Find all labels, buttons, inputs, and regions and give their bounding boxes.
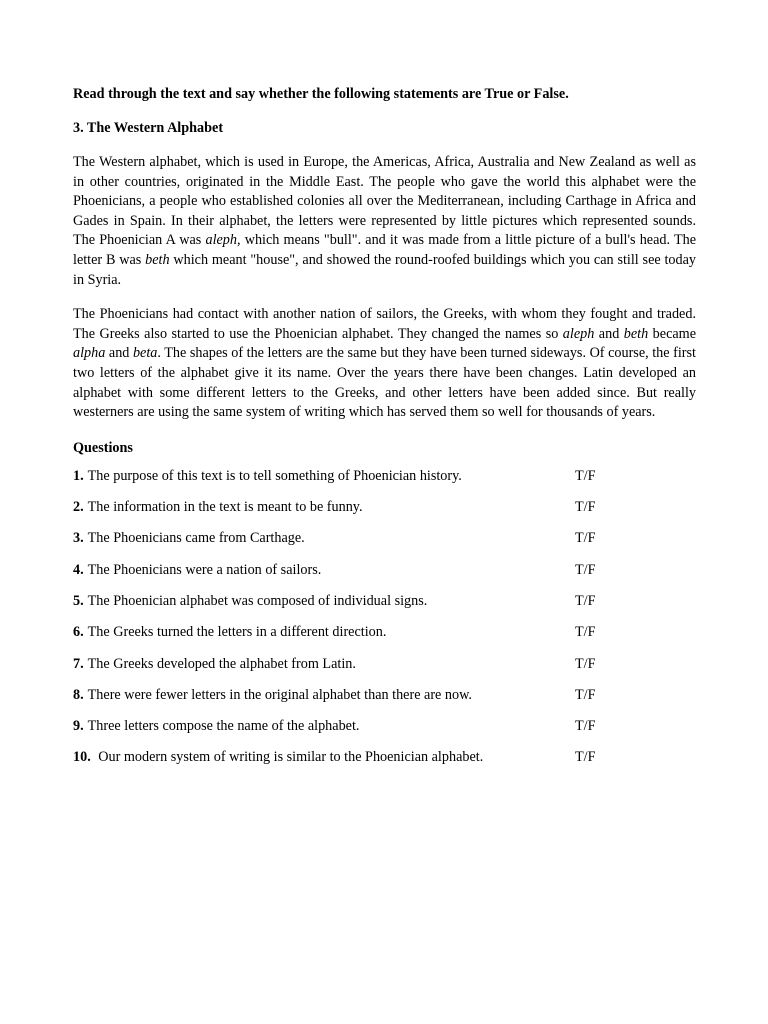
- paragraph-2-italic-beth: beth: [623, 325, 649, 342]
- question-text: The Greeks developed the alphabet from Latin.: [87, 655, 356, 672]
- question-text: The purpose of this text is to tell something of Phoenician history.: [87, 467, 462, 484]
- question-item: [73, 497, 696, 528]
- paragraph-2-italic-aleph: aleph: [562, 325, 595, 342]
- true-false-marker: T/F: [575, 561, 596, 578]
- question-number: 8.: [73, 686, 84, 703]
- question-item: [73, 716, 696, 747]
- paragraph-2-part-1: The Phoenicians had contact with another nation of sailors, the Greeks, with whom they fought and traded. The Greeks also started to use the Phoenician alphabet. They changed the names so: [73, 306, 696, 342]
- question-item: [73, 622, 696, 653]
- question-number: 7.: [73, 655, 84, 672]
- question-number: 5.: [73, 592, 84, 609]
- instruction-text: Read through the text and say whether the following statements are True or False.: [73, 86, 569, 102]
- true-false-marker: T/F: [575, 624, 596, 641]
- paragraph-1-italic-aleph: aleph: [205, 232, 237, 249]
- paragraph-2-part-5: . The shapes of the letters are the same but they have been turned sideways. Of course, the first two letters of the alphabet give it its name. Over the years there have been changes. Latin developed an alphabet with some different letters to the Greeks, and other letters have been added since. But really westerners are using the same system of writing which has served them so well for thousands of years.: [73, 345, 696, 421]
- paragraph-1: [73, 153, 696, 290]
- question-item: [73, 747, 696, 778]
- question-item: [73, 466, 696, 497]
- question-text: Our modern system of writing is similar to the Phoenician alphabet.: [94, 749, 484, 766]
- true-false-marker: T/F: [575, 749, 596, 766]
- paragraph-2-part-2: and: [594, 325, 624, 342]
- question-number: 2.: [73, 499, 84, 516]
- question-item: [73, 591, 696, 622]
- paragraph-1-part-1: The Western alphabet, which is used in Europe, the Americas, Africa, Australia and New Zealand as well as in other countries, originated in the Middle East. The people who gave the world this alphabet were the Phoenicians, a people who established colonies all over the Mediterranean, including Carthage in Africa and Gades in Spain. In their alphabet, the letters were represented by little pictures which represented sounds. The Phoenician A was: [73, 154, 696, 249]
- question-number: 4.: [73, 561, 84, 578]
- paragraph-2: [73, 305, 696, 423]
- true-false-marker: T/F: [575, 686, 596, 703]
- paragraph-1-part-2: , which means "bull". and it was made from a little picture of a bull's head. The letter B was: [73, 232, 696, 268]
- question-item: [73, 654, 696, 685]
- question-number: 1.: [73, 467, 84, 484]
- true-false-marker: T/F: [575, 592, 596, 609]
- questions-list: [73, 466, 696, 779]
- true-false-marker: T/F: [575, 718, 596, 735]
- question-number: 6.: [73, 624, 84, 641]
- paragraph-2-part-3: became: [648, 325, 696, 342]
- paragraph-1-part-3: which meant "house", and showed the round-roofed buildings which you can still see today in Syria.: [73, 251, 697, 288]
- question-number: 10.: [73, 749, 91, 766]
- question-text: The Phoenicians were a nation of sailors.: [87, 561, 322, 578]
- question-item: [73, 560, 696, 591]
- paragraph-2-part-4: and: [105, 345, 133, 362]
- true-false-marker: T/F: [575, 499, 596, 516]
- true-false-marker: T/F: [575, 655, 596, 672]
- question-item: [73, 685, 696, 716]
- question-text: There were fewer letters in the original alphabet than there are now.: [87, 686, 472, 703]
- question-text: The Greeks turned the letters in a different direction.: [87, 624, 387, 641]
- question-text: The Phoenician alphabet was composed of individual signs.: [87, 592, 428, 609]
- true-false-marker: T/F: [575, 530, 596, 547]
- question-text: Three letters compose the name of the alphabet.: [87, 718, 360, 735]
- true-false-marker: T/F: [575, 467, 596, 484]
- section-title: 3. The Western Alphabet: [73, 120, 224, 136]
- question-item: [73, 528, 696, 559]
- question-number: 9.: [73, 718, 84, 735]
- paragraph-2-italic-alpha: alpha: [73, 345, 106, 362]
- questions-heading: Questions: [73, 439, 133, 456]
- question-number: 3.: [73, 530, 84, 547]
- question-text: The Phoenicians came from Carthage.: [87, 530, 305, 547]
- paragraph-2-italic-beta: beta: [132, 345, 158, 362]
- question-text: The information in the text is meant to be funny.: [87, 499, 363, 516]
- paragraph-1-italic-beth: beth: [145, 251, 170, 268]
